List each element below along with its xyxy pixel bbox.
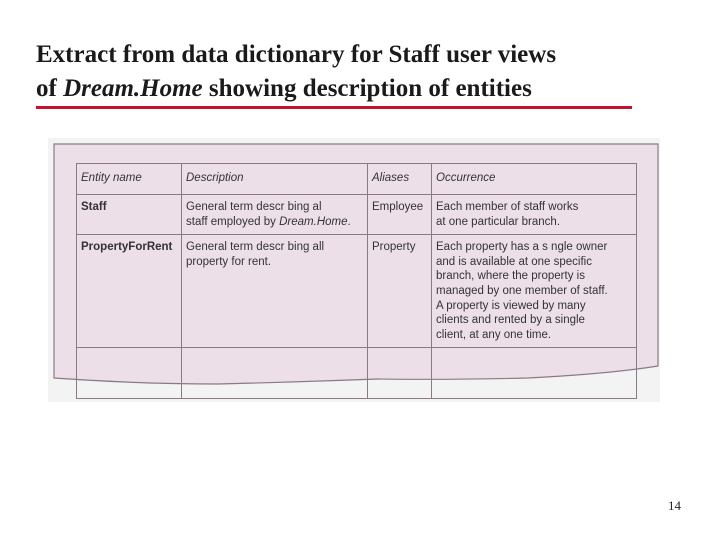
table-row [77,235,637,348]
empty-cell [432,348,637,399]
slide-title [36,38,676,106]
title-underline [36,106,632,109]
empty-cell [182,348,368,399]
description-text: General term descr bing all [186,241,325,254]
description-cell [182,195,368,235]
occurrence-text: A property is viewed by many [436,299,586,312]
page-number: 14 [668,498,681,513]
title-line-2 [36,72,676,106]
header-occurrence: Occurrence [432,164,637,195]
aliases-cell: Property [368,235,432,348]
aliases-cell: Employee [368,195,432,235]
title-line-2-suffix: showing description of entities [202,75,532,102]
description-italic: Dream.Home [279,215,348,228]
occurrence-text: at one particular branch. [436,215,561,228]
header-aliases: Aliases [368,164,432,195]
occurrence-text: and is available at one specific [436,255,592,268]
occurrence-text: client, at any one time. [436,328,552,341]
description-text: . [347,215,351,228]
description-text: property for rent. [186,255,272,268]
empty-cell [77,348,182,399]
occurrence-cell [432,235,637,348]
description-cell [182,235,368,348]
table-row-empty [77,348,637,399]
occurrence-text: clients and rented by a single [436,314,585,327]
data-dictionary-table [76,163,637,399]
title-dreamhome: Dream.Home [63,75,203,102]
occurrence-text: branch, where the property is [436,270,585,283]
occurrence-cell [432,195,637,235]
table-row [77,195,637,235]
entity-name-cell: Staff [77,195,182,235]
title-line-1: Extract from data dictionary for Staff user views [36,41,557,68]
entity-name-cell: PropertyForRent [77,235,182,348]
occurrence-text: Each property has a s ngle owner [436,241,608,254]
occurrence-text: Each member of staff works [436,201,579,213]
table-header-row [77,164,637,195]
description-text: General term descr bing al [186,201,322,213]
header-entity-name: Entity name [77,164,182,195]
description-text: staff employed by [186,215,280,228]
empty-cell [368,348,432,399]
occurrence-text: managed by one member of staff. [436,284,608,297]
header-description: Description [182,164,368,195]
title-line-2-prefix: of [36,75,64,102]
